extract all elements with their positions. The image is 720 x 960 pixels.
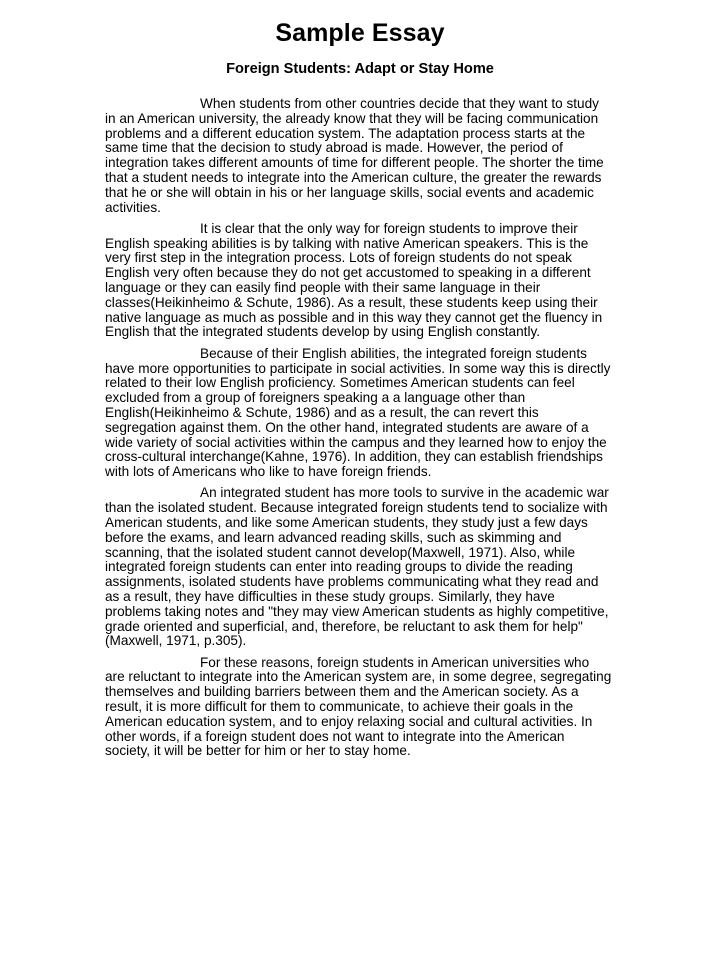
essay-paragraph: When students from other countries decide that they want to study in an American university, the already know that they will be facing communication problems and a different education system. The adaptation process starts at the same time that the decision to study abroad is made. However, the period of integration takes different amounts of time for different people. The shorter the time that a student needs to integrate into the American culture, the greater the rewards that he or she will obtain in his or her language skills, social events and academic activities. [105,96,604,215]
essay-paragraph: For these reasons, foreign students in American universities who are reluctant to integrate into the American system are, in some degree, segregating themselves and building barriers between them and the American society. As a result, it is more difficult for them to communicate, to achieve their goals in the American education system, and to enjoy relaxing social and cultural activities. In other words, if a foreign student does not want to integrate into the American society, it will be better for him or her to stay home. [105,654,612,759]
essay-paragraph: Because of their English abilities, the integrated foreign students have more opportunities to participate in social activities. In some way this is directly related to their low English proficiency. Sometimes American students can feel excluded from a group of foreigners speaking a a language other than English(Heikinheimo & Schute, 1986) and as a result, the can revert this segregation against them. On the other hand, integrated students are aware of a wide variety of social activities within the campus and they learned how to enjoy the cross-cultural interchange(Kahne, 1976). In addition, they can establish friendships with lots of Americans who like to have foreign friends. [105,345,611,480]
essay-subtitle: Foreign Students: Adapt or Stay Home [226,61,494,77]
essay-paragraph: It is clear that the only way for foreign students to improve their English speaking abilities is by talking with native American speakers. This is the very first step in the integration process. Lots of foreign students do not speak English very often because they do not get accustomed to speaking in a different language or they can easily find people with their same language in their classes(Heikinheimo & Schute, 1986). As a result, these students keep using their native language as much as possible and in this way they cannot get the fluency in English that the integrated students develop by using English constantly. [105,220,603,340]
essay-paragraph: An integrated student has more tools to survive in the academic war than the isolated student. Because integrated foreign students tend to socialize with American students, and like some American students, they study just a few days before the exams, and learn advanced reading skills, such as skimming and scanning, that the isolated student cannot develop(Maxwell, 1971). Also, while integrated foreign students can enter into reading groups to divide the reading assignments, isolated students have problems communicating what they read and as a result, they have difficulties in these study groups. Similarly, they have problems taking notes and "they may view American students as highly competitive, grade oriented and superficial, and, therefore, be reluctant to ask them for help"(Maxwell, 1971, p.305). [105,485,609,649]
essay-body [105,97,612,766]
essay-title: Sample Essay [275,19,445,47]
